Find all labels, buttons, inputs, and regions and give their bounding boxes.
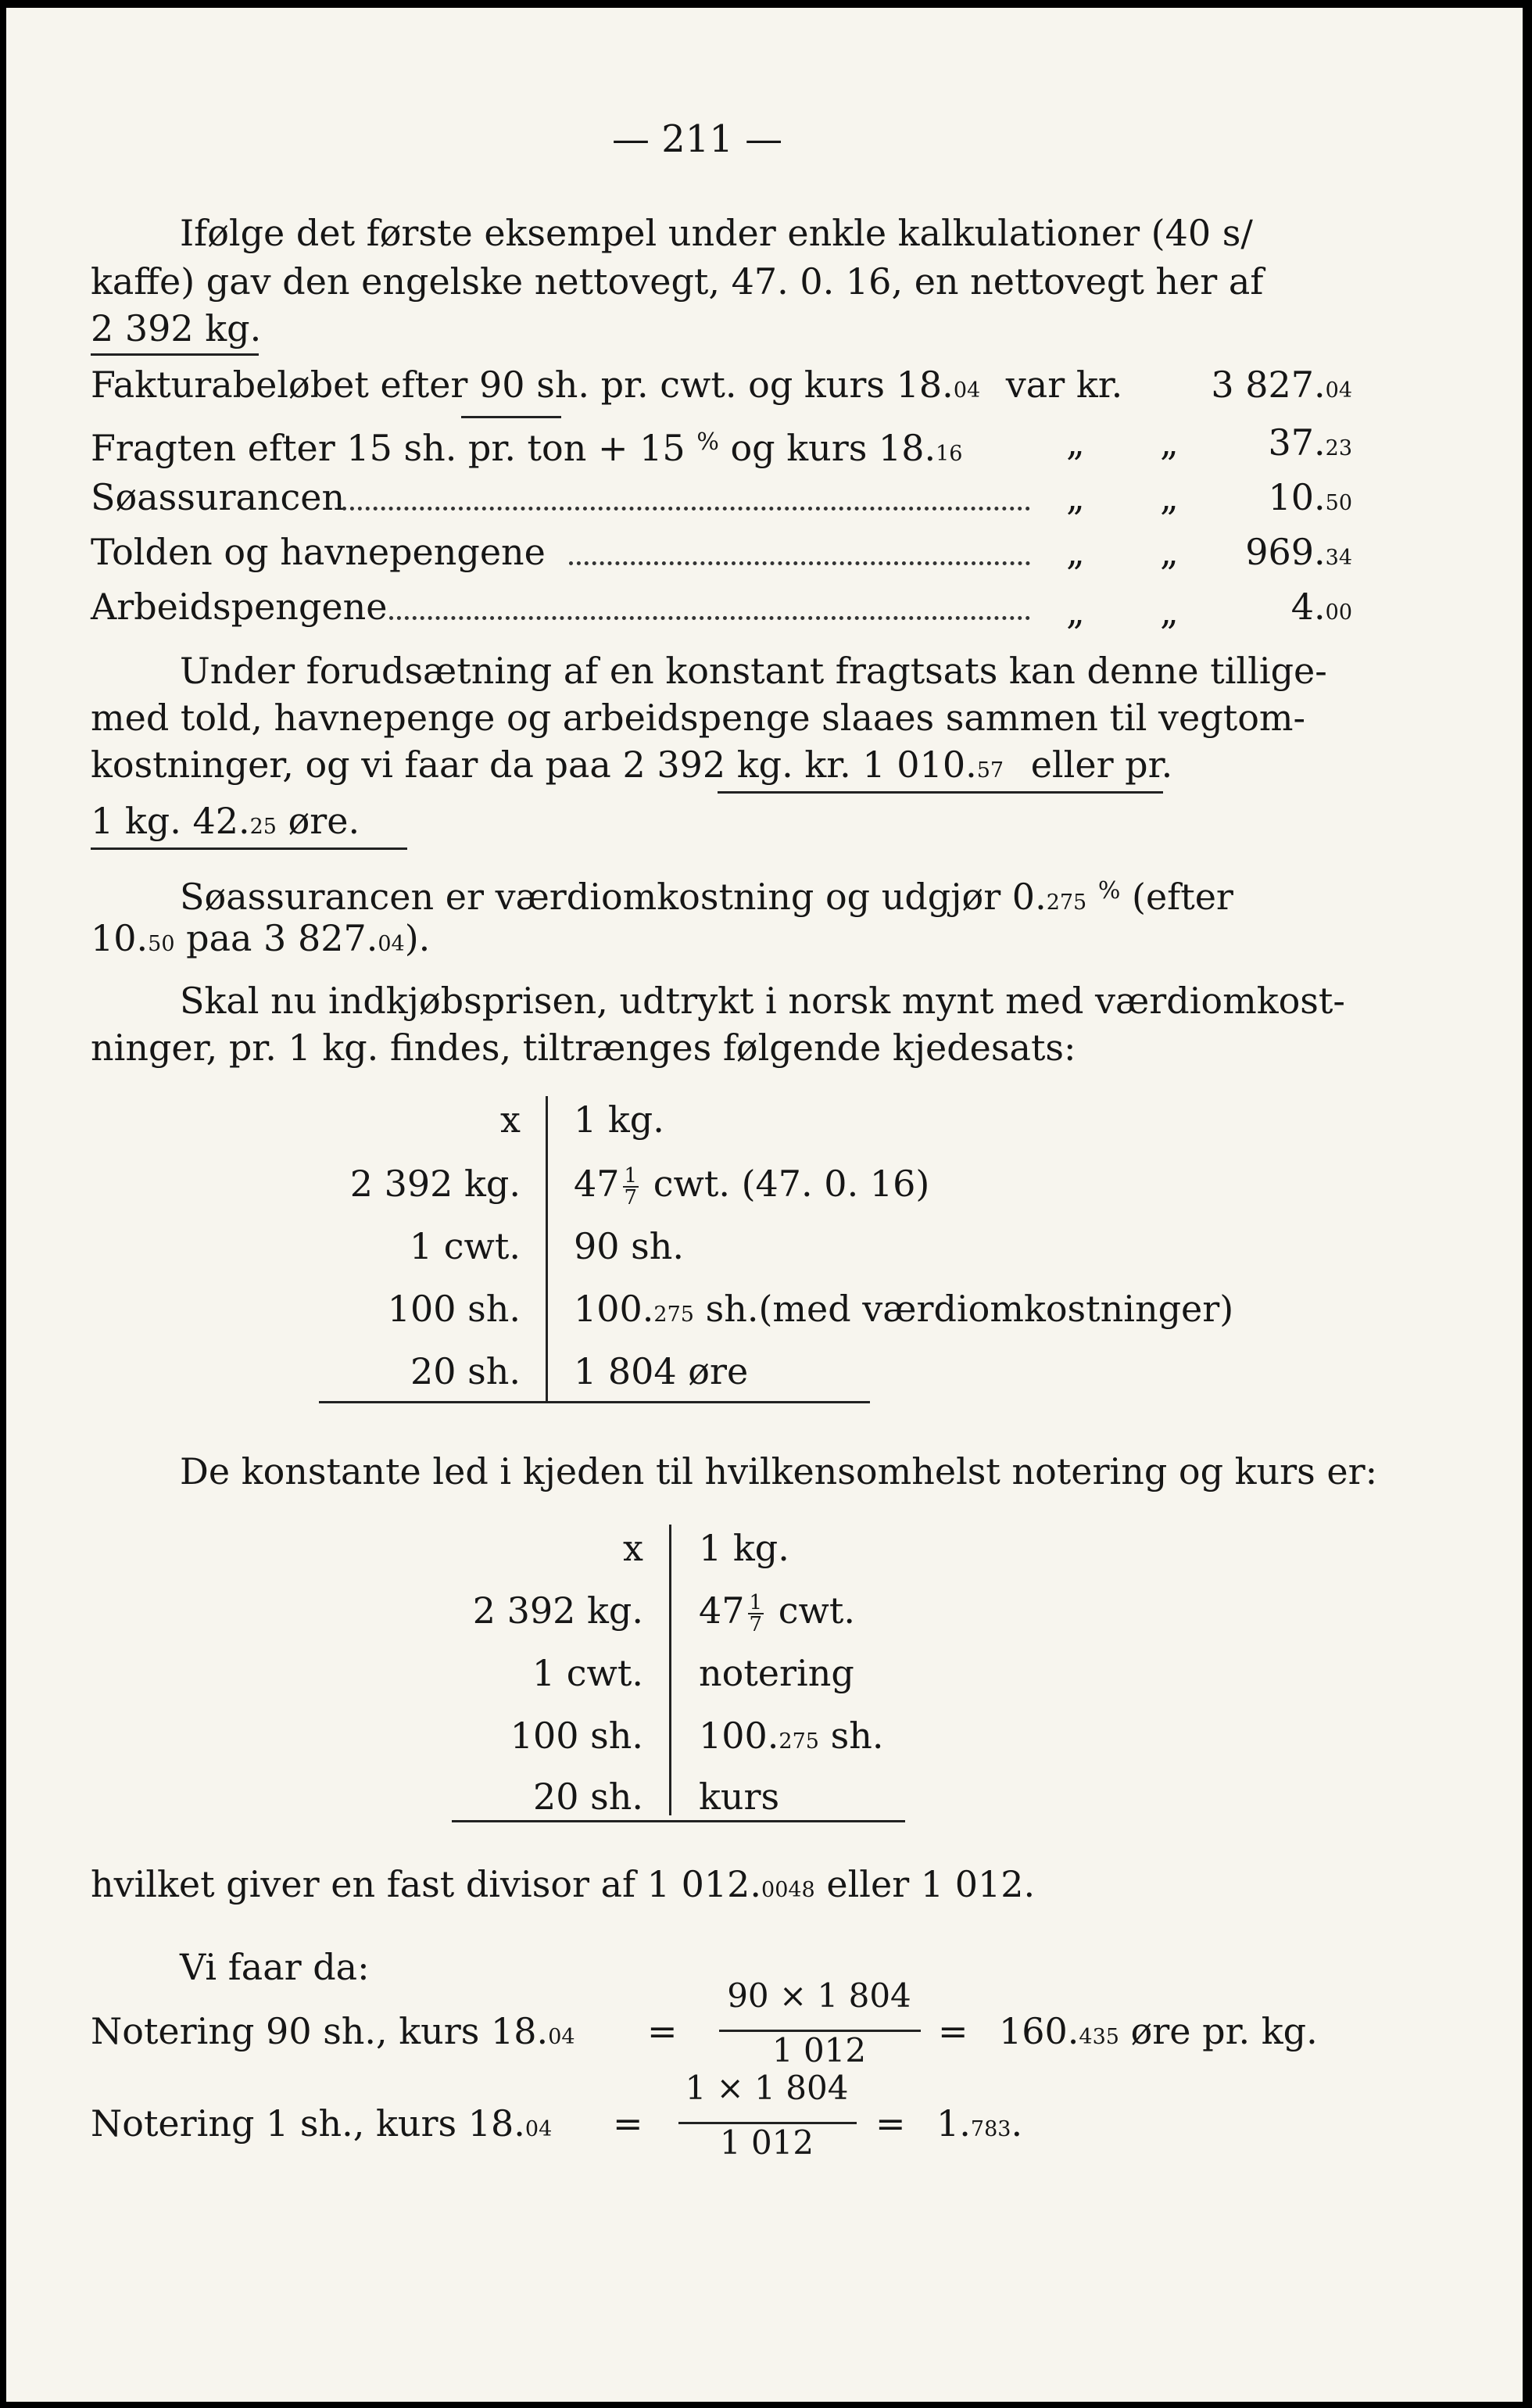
formula1-lhs [91,2008,575,2061]
chain1-right-3: 90 sh. [574,1225,685,1267]
chain2-fraction-den: 7 [749,1613,763,1636]
formula2-eq-2: = [875,2102,906,2145]
para4: De konstante led i kjeden til hvilkensomhelst notering og kurs er: [180,1450,1378,1492]
para3-line-1: Skal nu indkjøbsprisen, udtrykt i norsk mynt med værdiomkost- [180,980,1345,1022]
formula1-rhs-tail: øre pr. kg. [1119,2010,1318,2052]
para1-underline-2 [91,847,407,850]
para1-highlight: 2 392 kg. kr. 1 010. [622,744,977,786]
chain2-right-2-int: 47 [699,1589,745,1632]
chain1-right-4 [574,1285,1233,1338]
formula2-lhs [91,2100,552,2153]
chain1-right-4-val: 100. [574,1288,654,1330]
chain1-left-4: 100 sh. [387,1288,521,1330]
cost-1-mid: var kr. [1005,364,1123,406]
formula2-rhs-tail: . [1011,2102,1023,2145]
formula2-rhs [936,2100,1022,2153]
para5-a: hvilket giver en fast divisor af 1 012. [91,1863,762,1905]
cost-2-label-tail: og kurs 18. [718,427,936,469]
para2-line-2a: 10. [91,917,149,959]
para5-b: eller 1 012. [814,1863,1036,1905]
cost-2-label: Fragten efter 15 sh. pr. ton + 15 [91,427,697,469]
cost-3-ditto-2: „ [1160,476,1179,518]
chain2-right-3: notering [699,1652,854,1694]
cost-2-label-sub: 16 [936,442,963,466]
cost-1-label: Fakturabeløbet efter 90 sh. pr. cwt. og kurs 18. [91,364,954,406]
para1-line-4 [91,797,360,851]
chain2-right-4-tail: sh. [818,1715,884,1757]
cost-3-amount-val: 10. [1268,476,1326,518]
cost-4-amount-val: 969. [1245,531,1326,573]
formula1-denominator: 1 012 [771,2031,867,2069]
chain2-left-1: x [623,1527,643,1569]
chain2-right-4-sub: 275 [779,1729,819,1754]
para2-line-1-sub: 275 [1046,890,1087,915]
cost-5-ditto-2: „ [1160,590,1179,632]
cost-4-ditto-2: „ [1160,531,1179,573]
chain1-right-4-tail: sh.(med værdiomkostninger) [693,1288,1234,1330]
formula2-rhs-val: 1. [936,2102,971,2145]
para2-line-2b: paa 3 827. [174,917,378,959]
intro-text-2: kaffe) gav den engelske nettovegt, 47. 0. 16, en nettovegt her af [91,260,1264,303]
chain2-fraction [748,1593,764,1635]
book-page [6,8,1523,2402]
para3-line-2: ninger, pr. 1 kg. findes, tiltrænges følgende kjedesats: [91,1027,1076,1069]
formula2-denominator: 1 012 [719,2123,814,2162]
chain1-divider [546,1096,548,1403]
para1-line-3c: eller pr. [1019,744,1173,786]
formula1-eq-2: = [938,2010,968,2052]
formula1-lhs-text: Notering 90 sh., kurs 18. [91,2010,549,2052]
chain2-divider [669,1525,671,1815]
para1-line-3a: kostninger, og vi faar da paa [91,744,623,786]
chain2-left-4: 100 sh. [510,1715,643,1757]
cost-2-pct: % [696,428,719,456]
cost-4-leader [569,561,1030,565]
chain1-right-2-tail: cwt. (47. 0. 16) [642,1163,930,1205]
chain2-fraction-num: 1 [749,1591,763,1614]
cost-line-3-label: Søassurancen [91,476,345,518]
cost-3-amount-sub: 50 [1325,491,1352,515]
formula1-eq-1: = [647,2010,678,2052]
intro-line-2 [91,258,1263,305]
cost-1-amount-val: 3 827. [1211,364,1326,406]
chain1-right-5: 1 804 øre [574,1350,749,1392]
chain2-bottom-rule [452,1820,905,1822]
formula1-lhs-sub: 04 [548,2025,575,2049]
formula1-rhs-val: 160. [999,2010,1079,2052]
para1-line-2: med told, havnepenge og arbeidspenge slaaes sammen til vegtom- [91,697,1306,739]
cost-4-amount [1245,529,1352,582]
cost-5-leader [389,616,1030,620]
intro-text-1: Ifølge det første eksempel under enkle kalkulationer (40 s/ [180,212,1253,254]
formula2-rhs-sub: 783 [970,2117,1011,2141]
cost-4-amount-sub: 34 [1325,546,1352,570]
chain1-right-2-int: 47 [574,1163,620,1205]
formula1-numerator: 90 × 1 804 [727,1976,911,2015]
intro-text-3: 2 392 kg. [91,307,262,349]
cost-4-ditto-1: „ [1066,531,1085,573]
chain1-fraction-num: 1 [624,1164,638,1188]
chain2-left-3: 1 cwt. [532,1652,643,1694]
cost-5-amount-sub: 00 [1325,600,1352,625]
para2-line-2 [91,915,430,968]
formula2-numerator: 1 × 1 804 [685,2069,849,2107]
chain1-fraction-den: 7 [624,1186,638,1209]
chain1-left-5: 20 sh. [410,1350,521,1392]
chain1-left-2: 2 392 kg. [349,1163,521,1205]
para6: Vi faar da: [180,1946,370,1988]
formula1-rhs-sub: 435 [1079,2025,1119,2049]
para1-line-4-sub: 25 [249,815,277,839]
para2-line-2-sub2: 04 [378,932,405,956]
cost-3-ditto-1: „ [1066,476,1085,518]
cost-5-ditto-1: „ [1066,590,1085,632]
para2-pct: % [1097,877,1121,905]
fraction-bar-sh-cwt [461,416,561,418]
cost-1-amount [1211,361,1352,414]
para1-highlight-sub: 57 [976,758,1004,783]
chain1-right-2 [574,1160,929,1208]
para5 [91,1861,1035,1914]
chain2-right-5: kurs [699,1776,780,1818]
page-number: — 211 — [612,117,783,161]
para1-line-4-val: 1 kg. 42. [91,800,250,842]
cost-1-amount-sub: 04 [1325,378,1352,403]
para1-underline-1 [718,791,1163,794]
formula2-lhs-sub: 04 [524,2117,553,2141]
cost-3-leader [342,507,1030,511]
formula1-rhs [999,2008,1318,2061]
para2-line-2c: ). [404,917,431,959]
chain2-right-1: 1 kg. [699,1527,789,1569]
cost-line-5-label: Arbeidspengene [91,586,388,628]
cost-5-amount [1291,583,1352,636]
cost-2-amount [1268,419,1352,472]
chain1-fraction [623,1166,639,1208]
chain2-right-4 [699,1712,883,1765]
cost-line-1 [91,361,1122,414]
cost-2-amount-val: 37. [1268,421,1326,464]
chain2-left-5: 20 sh. [532,1776,643,1818]
intro-line-1 [180,210,1253,256]
para2-line-1c: (efter [1120,876,1233,918]
formula2-lhs-text: Notering 1 sh., kurs 18. [91,2102,525,2145]
cost-2-amount-sub: 23 [1325,436,1352,460]
chain2-right-2-tail: cwt. [767,1589,855,1632]
para2-line-1b [1086,876,1098,918]
chain1-bottom-rule [319,1401,870,1403]
para1-line-1: Under forudsætning af en konstant fragtsats kan denne tillige- [180,650,1327,692]
cost-5-amount-val: 4. [1290,586,1326,628]
para5-sub: 0048 [761,1878,815,1902]
chain1-left-1: x [500,1098,521,1141]
formula2-eq-1: = [613,2102,643,2145]
chain1-right-1: 1 kg. [574,1098,664,1141]
para1-line-3 [91,741,1172,794]
para2-line-2-sub1: 50 [148,932,175,956]
chain1-right-4-sub: 275 [653,1303,694,1327]
chain2-left-2: 2 392 kg. [472,1589,643,1632]
intro-line-3 [91,305,261,352]
cost-line-2 [91,419,962,478]
chain1-left-3: 1 cwt. [409,1225,521,1267]
para2-line-1a: Søassurancen er værdiomkostning og udgjør 0. [180,876,1047,918]
cost-1-label-sub: 04 [953,378,981,403]
cost-2-ditto-1: „ [1066,421,1085,464]
cost-2-ditto-2: „ [1160,421,1179,464]
cost-3-amount [1268,474,1352,527]
cost-line-4-label: Tolden og havnepengene [91,531,546,573]
para1-line-4-tail: øre. [276,800,360,842]
intro-underline [91,353,259,356]
chain2-right-2 [699,1587,855,1635]
chain2-right-4-val: 100. [699,1715,779,1757]
